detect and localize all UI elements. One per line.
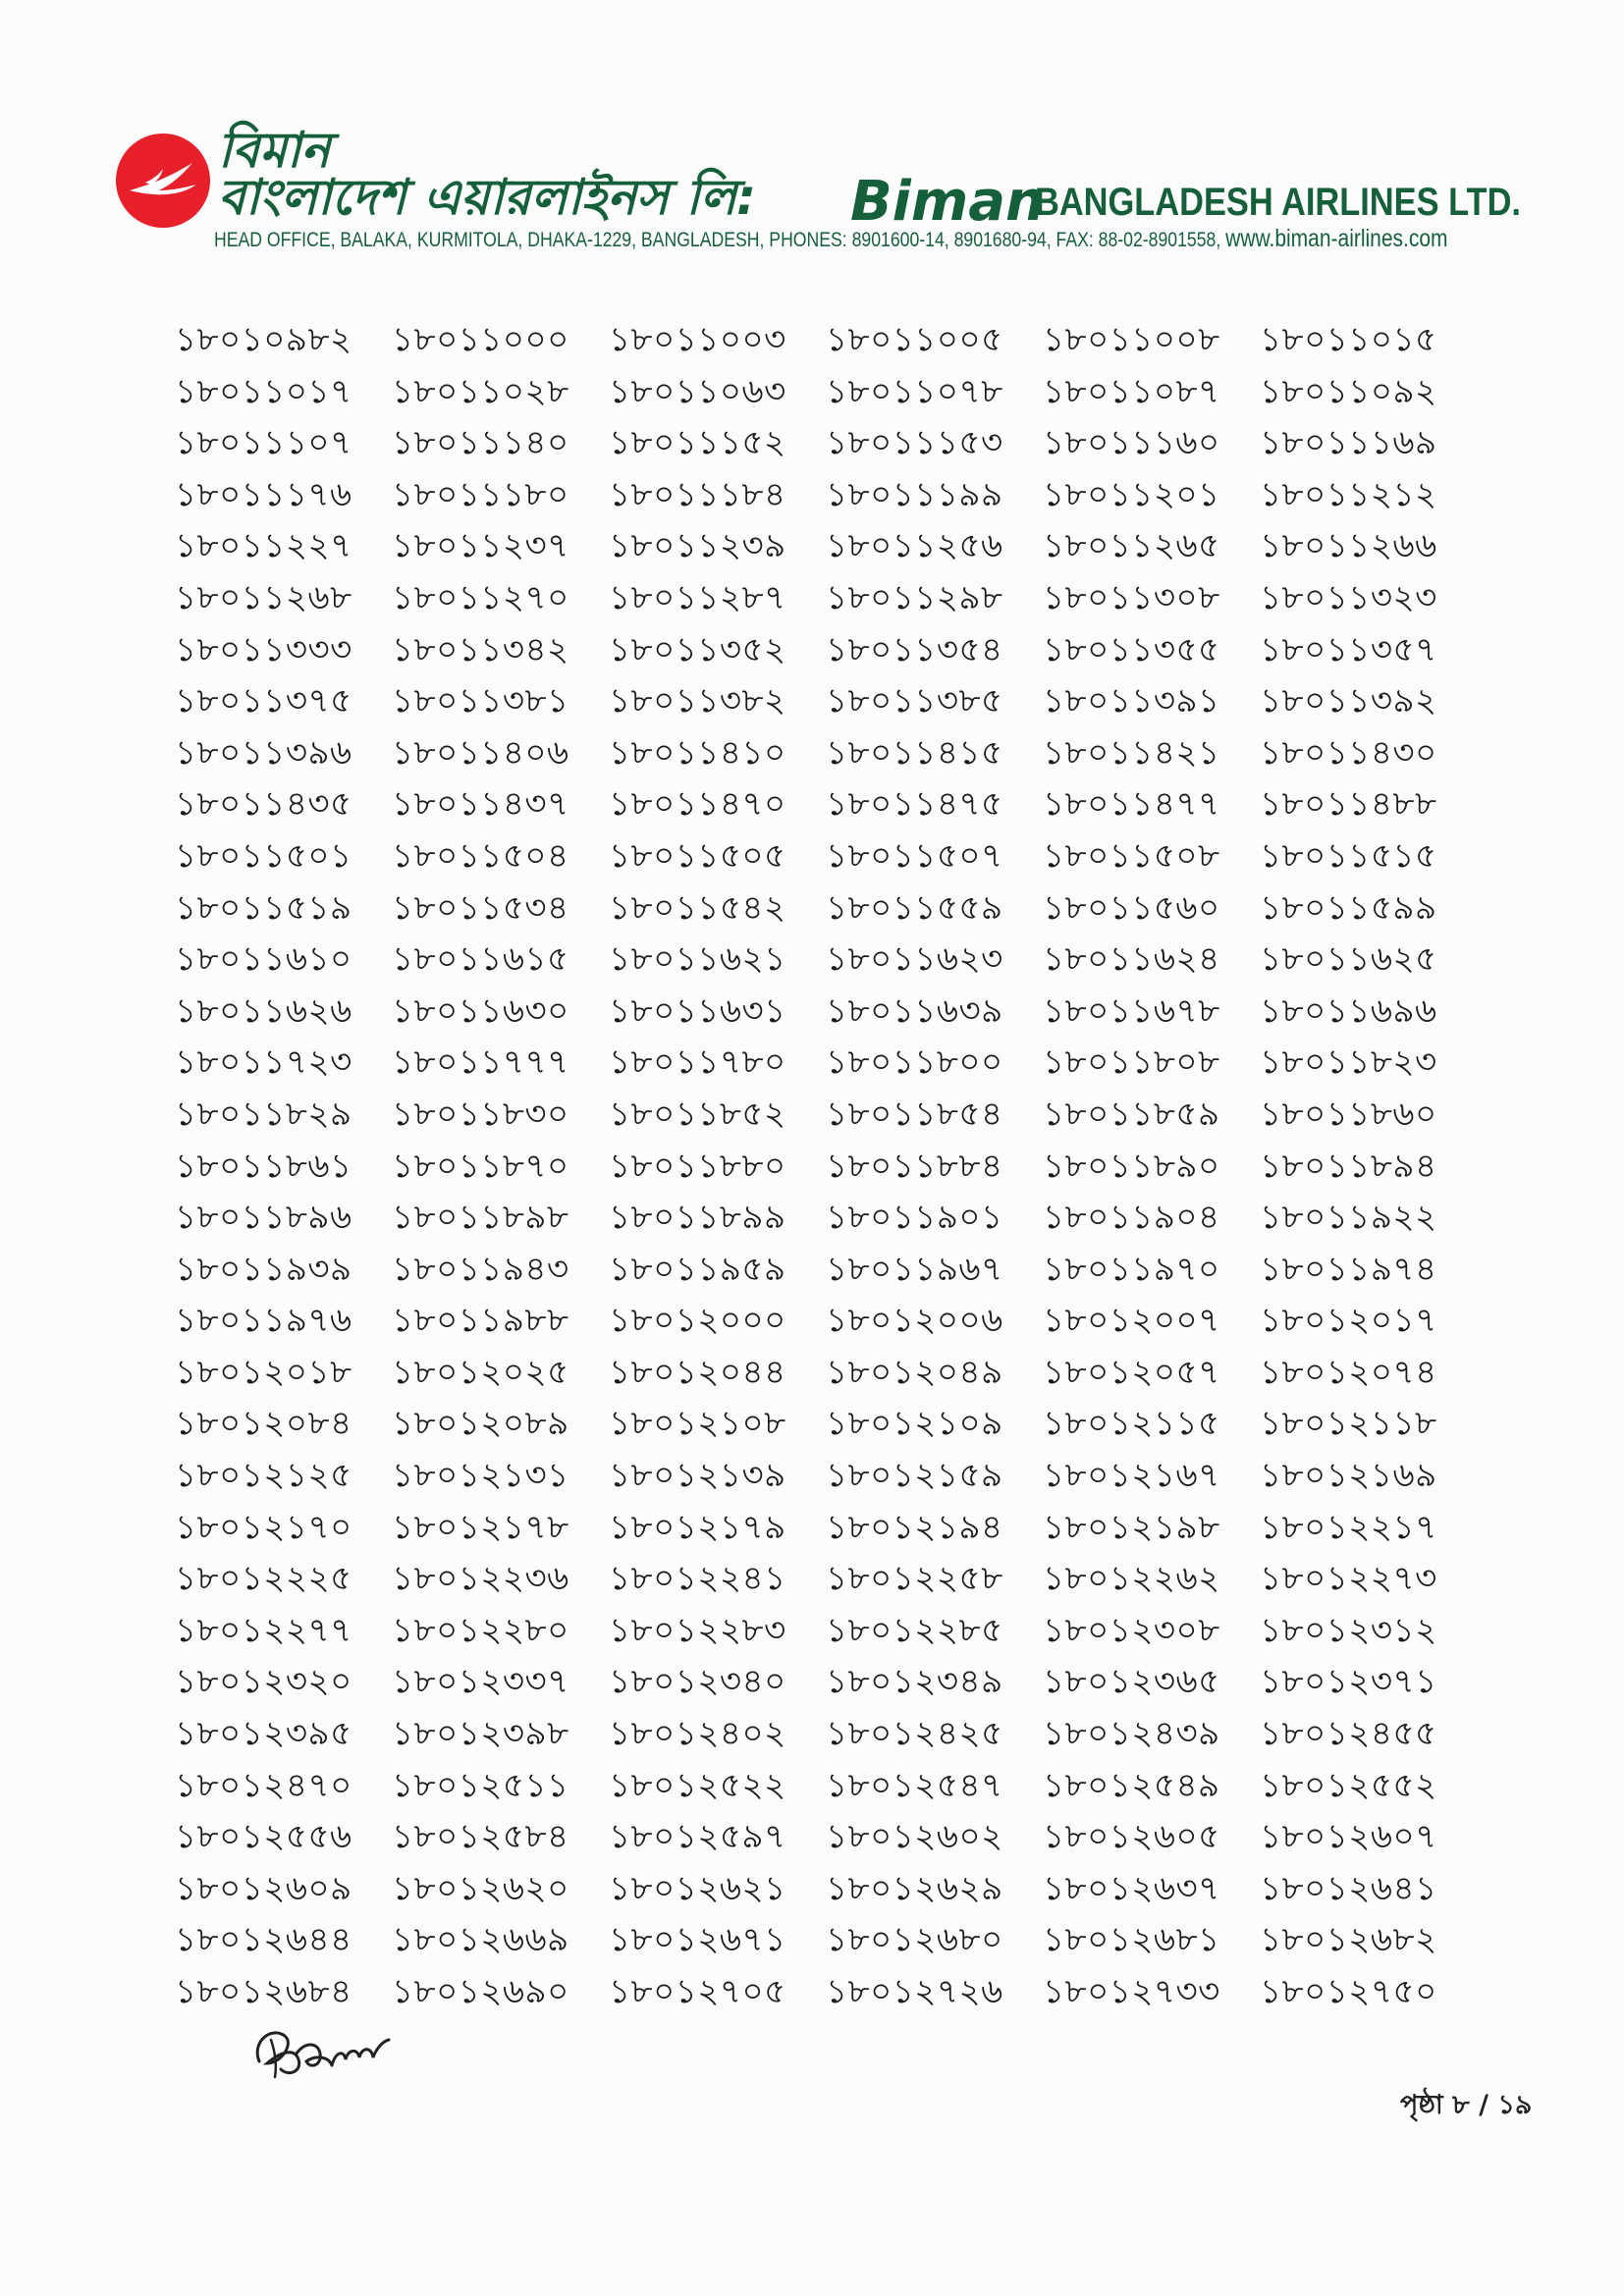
roll-number-cell: ১৮০১১৬৩১ — [609, 990, 786, 1031]
roll-number-cell: ১৮০১২৬৮২ — [1260, 1920, 1437, 1960]
roll-number-cell: ১৮০১১৮০৮ — [1043, 1042, 1220, 1083]
roll-number-cell: ১৮০১১৫১৫ — [1260, 835, 1437, 876]
roll-number-cell: ১৮০১২৬০৭ — [1260, 1817, 1437, 1857]
roll-number-cell: ১৮০১১৪৩৫ — [175, 784, 352, 825]
roll-number-cell: ১৮০১১১৫২ — [609, 423, 786, 463]
roll-number-cell: ১৮০১২৬২১ — [609, 1868, 786, 1908]
roll-number-cell: ১৮০১১১৬০ — [1043, 423, 1220, 463]
roll-number-cell: ১৮০১২২১৭ — [1260, 1507, 1437, 1547]
roll-number-cell: ১৮০১১৩৯৬ — [175, 732, 352, 773]
roll-number-cell: ১৮০১১৯৪৩ — [392, 1249, 569, 1289]
roll-number-cell: ১৮০১২৪৫৫ — [1260, 1714, 1437, 1754]
roll-number-cell: ১৮০১১৩৩৩ — [175, 629, 352, 669]
letterhead — [116, 122, 1521, 263]
roll-number-cell: ১৮০১১৮৫৪ — [826, 1094, 1003, 1134]
roll-number-cell: ১৮০১২১৬৯ — [1260, 1456, 1437, 1496]
roll-number-cell: ১৮০১১৮৯০ — [1043, 1146, 1220, 1186]
roll-number-cell: ১৮০১২৩৩৭ — [392, 1662, 569, 1702]
roll-number-cell: ১৮০১১৬১৫ — [392, 939, 569, 980]
roll-number-cell: ১৮০১১৪১০ — [609, 732, 786, 773]
roll-number-cell: ১৮০১১৫০৪ — [392, 835, 569, 876]
roll-number-cell: ১৮০১১০৮৭ — [1043, 371, 1220, 411]
roll-number-cell: ১৮০১১৫৩৪ — [392, 887, 569, 928]
roll-number-cell: ১৮০১২০৫৭ — [1043, 1352, 1220, 1392]
roll-number-cell: ১৮০১২৭২৬ — [826, 1972, 1003, 2011]
roll-number-cell: ১৮০১১১০৭ — [175, 423, 352, 463]
roll-number-cell: ১৮০১১৩২৩ — [1260, 577, 1437, 617]
roll-number-cell: ১৮০১২৩৪০ — [609, 1662, 786, 1702]
roll-number-cell: ১৮০১২৫৫৬ — [175, 1817, 352, 1857]
roll-number-cell: ১৮০১১০৯২ — [1260, 371, 1437, 411]
roll-number-cell: ১৮০১১২৩৯ — [609, 526, 786, 566]
roll-number-cell: ১৮০১১৫০৭ — [826, 835, 1003, 876]
roll-number-cell: ১৮০১১৫৬০ — [1043, 887, 1220, 928]
roll-number-cell: ১৮০১১২৬৬ — [1260, 526, 1437, 566]
roll-number-cell: ১৮০১২৬০৫ — [1043, 1817, 1220, 1857]
airline-name-english: BANGLADESH AIRLINES LTD. — [1035, 181, 1521, 224]
roll-number-cell: ১৮০১২০০৭ — [1043, 1301, 1220, 1341]
airline-name-bangla-line2: বাংলাদেশ এয়ারলাইনস লি: — [218, 169, 757, 226]
roll-number-cell: ১৮০১২৬৪১ — [1260, 1868, 1437, 1908]
roll-number-cell: ১৮০১২০২৫ — [392, 1352, 569, 1392]
roll-number-cell: ১৮০১২০৪৪ — [609, 1352, 786, 1392]
roll-number-cell: ১৮০১১৯০১ — [826, 1198, 1003, 1238]
roll-number-cell: ১৮০১১৪৮৮ — [1260, 784, 1437, 825]
roll-number-cell: ১৮০১২৫৪৯ — [1043, 1765, 1220, 1805]
roll-number-cell: ১৮০১২৬৮০ — [826, 1920, 1003, 1960]
roll-number-cell: ১৮০১১৩৫৪ — [826, 629, 1003, 669]
roll-number-cell: ১৮০১১১৮৪ — [609, 474, 786, 514]
roll-number-cell: ১৮০১২২৫৮ — [826, 1559, 1003, 1599]
roll-number-cell: ১৮০১১৯৩৯ — [175, 1249, 352, 1289]
roll-number-cell: ১৮০১২৪০২ — [609, 1714, 786, 1754]
roll-number-cell: ১৮০১২৪৩৯ — [1043, 1714, 1220, 1754]
roll-number-cell: ১৮০১১৪৭০ — [609, 784, 786, 825]
roll-number-cell: ১৮০১২১৩৯ — [609, 1456, 786, 1496]
roll-number-cell: ১৮০১২৫৮৪ — [392, 1817, 569, 1857]
roll-number-cell: ১৮০১১৪২১ — [1043, 732, 1220, 773]
roll-number-cell: ১৮০১২৬৪৪ — [175, 1920, 352, 1960]
roll-number-cell: ১৮০১২৭৫০ — [1260, 1972, 1437, 2011]
roll-number-cell: ১৮০১২১৭৮ — [392, 1507, 569, 1547]
roll-number-cell: ১৮০১১১৫৩ — [826, 423, 1003, 463]
roll-number-cell: ১৮০১১৭৮০ — [609, 1042, 786, 1083]
roll-number-cell: ১৮০১২৬২৯ — [826, 1868, 1003, 1908]
roll-number-cell: ১৮০১১২৩৭ — [392, 526, 569, 566]
roll-number-cell: ১৮০১১৪৭৭ — [1043, 784, 1220, 825]
roll-number-cell: ১৮০১২০৪৯ — [826, 1352, 1003, 1392]
roll-number-cell: ১৮০১২০৮৯ — [392, 1404, 569, 1444]
roll-number-cell: ১৮০১১০১৭ — [175, 371, 352, 411]
roll-number-cell: ১৮০১২৩০৮ — [1043, 1610, 1220, 1650]
roll-number-cell: ১৮০১২৬০২ — [826, 1817, 1003, 1857]
head-office-address — [214, 227, 1448, 251]
roll-number-cell: ১৮০১১৪১৫ — [826, 732, 1003, 773]
roll-number-cell: ১৮০১২০১৭ — [1260, 1301, 1437, 1341]
roll-number-cell: ১৮০১১৩৫৫ — [1043, 629, 1220, 669]
roll-number-cell: ১৮০১২১৫৯ — [826, 1456, 1003, 1496]
roll-number-cell: ১৮০১২৪৭০ — [175, 1765, 352, 1805]
roll-number-cell: ১৮০১১১৪০ — [392, 423, 569, 463]
roll-number-cell: ১৮০১২১৯৮ — [1043, 1507, 1220, 1547]
roll-number-cell: ১৮০১১৮৭০ — [392, 1146, 569, 1186]
roll-number-cell: ১৮০১২৬৩৭ — [1043, 1868, 1220, 1908]
roll-number-cell: ১৮০১২৬৮৪ — [175, 1972, 352, 2011]
roll-number-cell: ১৮০১১৯৭৬ — [175, 1301, 352, 1341]
roll-number-cell: ১৮০১১৬২১ — [609, 939, 786, 980]
roll-number-cell: ১৮০১১২৭০ — [392, 577, 569, 617]
roll-number-cell: ১৮০১১৩০৮ — [1043, 577, 1220, 617]
roll-number-cell: ১৮০১১২৫৬ — [826, 526, 1003, 566]
roll-number-cell: ১৮০১২৫১১ — [392, 1765, 569, 1805]
roll-number-cell: ১৮০১১২১২ — [1260, 474, 1437, 514]
roll-number-cell: ১৮০১১৬৩০ — [392, 990, 569, 1031]
roll-number-cell: ১৮০১১৭৭৭ — [392, 1042, 569, 1083]
roll-number-cell: ১৮০১২০৭৪ — [1260, 1352, 1437, 1392]
roll-number-cell: ১৮০১২৬৯০ — [392, 1972, 569, 2011]
roll-number-cell: ১৮০১২১৩১ — [392, 1456, 569, 1496]
roll-number-cell: ১৮০১২১২৫ — [175, 1456, 352, 1496]
roll-number-cell: ১৮০১১৯৭৪ — [1260, 1249, 1437, 1289]
roll-number-cell: ১৮০১১৩৯১ — [1043, 681, 1220, 721]
roll-number-cell: ১৮০১১৫৫৯ — [826, 887, 1003, 928]
roll-number-cell: ১৮০১২২৭৩ — [1260, 1559, 1437, 1599]
airline-name-bangla-line1: বিমান — [218, 122, 331, 179]
roll-number-cell: ১৮০১১০২৮ — [392, 371, 569, 411]
roll-number-cell: ১৮০১২৬৬৯ — [392, 1920, 569, 1960]
roll-number-cell: ১৮০১২৩২০ — [175, 1662, 352, 1702]
roll-number-cell: ১৮০১২৩৬৫ — [1043, 1662, 1220, 1702]
roll-number-cell: ১৮০১১০০০ — [392, 320, 569, 359]
roll-number-cell: ১৮০১১৫৪২ — [609, 887, 786, 928]
roll-number-cell: ১৮০১১৮৯৮ — [392, 1198, 569, 1238]
roll-number-cell: ১৮০১১০৬৩ — [609, 371, 786, 411]
roll-number-cell: ১৮০১২২৮৩ — [609, 1610, 786, 1650]
roll-number-cell: ১৮০১২২৪১ — [609, 1559, 786, 1599]
roll-number-cell: ১৮০১১৮৯৬ — [175, 1198, 352, 1238]
roll-number-cell: ১৮০১১২০১ — [1043, 474, 1220, 514]
roll-number-cell: ১৮০১১৬২৬ — [175, 990, 352, 1031]
roll-number-cell: ১৮০১১৮৬১ — [175, 1146, 352, 1186]
roll-number-cell: ১৮০১২৫৯৭ — [609, 1817, 786, 1857]
roll-number-cell: ১৮০১১৮৬০ — [1260, 1094, 1437, 1134]
roll-number-cell: ১৮০১২৭০৫ — [609, 1972, 786, 2011]
roll-number-cell: ১৮০১২২২৫ — [175, 1559, 352, 1599]
roll-number-cell: ১৮০১২১৯৪ — [826, 1507, 1003, 1547]
roll-number-cell: ১৮০১১২৮৭ — [609, 577, 786, 617]
roll-number-cell: ১৮০১২৩৭১ — [1260, 1662, 1437, 1702]
roll-number-cell: ১৮০১২১১৮ — [1260, 1404, 1437, 1444]
roll-number-cell: ১৮০১১৩৫৭ — [1260, 629, 1437, 669]
roll-number-cell: ১৮০১২২৮০ — [392, 1610, 569, 1650]
roll-number-cell: ১৮০১১৮৫৯ — [1043, 1094, 1220, 1134]
roll-number-cell: ১৮০১১৩৫২ — [609, 629, 786, 669]
roll-number-cell: ১৮০১১২২৭ — [175, 526, 352, 566]
roll-number-cell: ১৮০১১৬২৫ — [1260, 939, 1437, 980]
roll-number-cell: ১৮০১১১৯৯ — [826, 474, 1003, 514]
biman-crane-logo-icon — [116, 133, 210, 228]
roll-number-cell: ১৮০১২১০৮ — [609, 1404, 786, 1444]
handwritten-signature-icon — [242, 2012, 418, 2095]
roll-number-cell: ১৮০১১৩৮৫ — [826, 681, 1003, 721]
roll-number-cell: ১৮০১১৩৮২ — [609, 681, 786, 721]
roll-number-cell: ১৮০১২০১৮ — [175, 1352, 352, 1392]
roll-number-cell: ১৮০১২৬০৯ — [175, 1868, 352, 1908]
roll-number-cell: ১৮০১১৪৩৭ — [392, 784, 569, 825]
roll-number-cell: ১৮০১১৬১০ — [175, 939, 352, 980]
roll-number-cell: ১৮০১২০০৬ — [826, 1301, 1003, 1341]
roll-number-cell: ১৮০১১৮৯৯ — [609, 1198, 786, 1238]
roll-number-cell: ১৮০১১২৯৮ — [826, 577, 1003, 617]
roll-number-cell: ১৮০১১৩৮১ — [392, 681, 569, 721]
roll-number-cell: ১৮০১১০০৫ — [826, 320, 1003, 359]
roll-number-cell: ১৮০১১১৭৬ — [175, 474, 352, 514]
roll-number-cell: ১৮০১২৭৩৩ — [1043, 1972, 1220, 2011]
roll-number-cell: ১৮০১২৩১২ — [1260, 1610, 1437, 1650]
roll-number-cell: ১৮০১২৬৮১ — [1043, 1920, 1220, 1960]
roll-number-cell: ১৮০১২৪২৫ — [826, 1714, 1003, 1754]
roll-number-cell: ১৮০১১০৭৮ — [826, 371, 1003, 411]
roll-number-cell: ১৮০১১৬২৩ — [826, 939, 1003, 980]
roll-number-cell: ১৮০১২১৭০ — [175, 1507, 352, 1547]
roll-number-cell: ১৮০১১৪৭৫ — [826, 784, 1003, 825]
roll-number-cell: ১৮০১১০০৮ — [1043, 320, 1220, 359]
roll-number-cell: ১৮০১১১৮০ — [392, 474, 569, 514]
roll-number-cell: ১৮০১১০১৫ — [1260, 320, 1437, 359]
roll-number-cell: ১৮০১২৫২২ — [609, 1765, 786, 1805]
roll-number-cell: ১৮০১১৮৮৪ — [826, 1146, 1003, 1186]
roll-number-cell: ১৮০১১৯০৪ — [1043, 1198, 1220, 1238]
roll-number-cell: ১৮০১২২৮৫ — [826, 1610, 1003, 1650]
roll-number-cell: ১৮০১১৫০১ — [175, 835, 352, 876]
roll-number-cell: ১৮০১১৫৯৯ — [1260, 887, 1437, 928]
roll-number-cell: ১৮০১১১৬৯ — [1260, 423, 1437, 463]
roll-number-cell: ১৮০১১৯২২ — [1260, 1198, 1437, 1238]
roll-number-cell: ১৮০১১২৬৫ — [1043, 526, 1220, 566]
roll-number-cell: ১৮০১১৭২৩ — [175, 1042, 352, 1083]
roll-number-cell: ১৮০১২৬২০ — [392, 1868, 569, 1908]
roll-number-cell: ১৮০১১৮৫২ — [609, 1094, 786, 1134]
roll-number-cell: ১৮০১১৮৮০ — [609, 1146, 786, 1186]
roll-number-cell: ১৮০১২০৮৪ — [175, 1404, 352, 1444]
roll-number-cell: ১৮০১১৮২৯ — [175, 1094, 352, 1134]
roll-number-cell: ১৮০১১৬২৪ — [1043, 939, 1220, 980]
roll-number-cell: ১৮০১২৩৪৯ — [826, 1662, 1003, 1702]
roll-number-cell: ১৮০১১৩৭৫ — [175, 681, 352, 721]
roll-number-cell: ১৮০১১৫০৫ — [609, 835, 786, 876]
roll-number-cell: ১৮০১১৪০৬ — [392, 732, 569, 773]
roll-number-cell: ১৮০১১৯৬৭ — [826, 1249, 1003, 1289]
roll-number-cell: ১৮০১১৮৩০ — [392, 1094, 569, 1134]
roll-number-cell: ১৮০১১৯৫৯ — [609, 1249, 786, 1289]
roll-number-cell: ১৮০১১৬৭৮ — [1043, 990, 1220, 1031]
roll-number-cell: ১৮০১১০০৩ — [609, 320, 786, 359]
roll-number-cell: ১৮০১১৮৯৪ — [1260, 1146, 1437, 1186]
roll-number-cell: ১৮০১২৬৭১ — [609, 1920, 786, 1960]
roll-number-cell: ১৮০১১৪৩০ — [1260, 732, 1437, 773]
airline-name-english-bold: Biman — [850, 170, 1045, 234]
roll-number-cell: ১৮০১১৬৩৯ — [826, 990, 1003, 1031]
roll-number-cell: ১৮০১২২৭৭ — [175, 1610, 352, 1650]
roll-number-cell: ১৮০১১২৬৮ — [175, 577, 352, 617]
roll-number-cell: ১৮০১১৯৭০ — [1043, 1249, 1220, 1289]
roll-number-cell: ১৮০১২৫৪৭ — [826, 1765, 1003, 1805]
roll-number-cell: ১৮০১২২৬২ — [1043, 1559, 1220, 1599]
roll-number-cell: ১৮০১২০০০ — [609, 1301, 786, 1341]
roll-number-cell: ১৮০১২১০৯ — [826, 1404, 1003, 1444]
roll-number-cell: ১৮০১১৫১৯ — [175, 887, 352, 928]
roll-number-cell: ১৮০১০৯৮২ — [175, 320, 352, 359]
roll-number-cell: ১৮০১২৩৯৮ — [392, 1714, 569, 1754]
roll-number-cell: ১৮০১১৩৪২ — [392, 629, 569, 669]
roll-number-cell: ১৮০১২১৭৯ — [609, 1507, 786, 1547]
roll-number-cell: ১৮০১১৩৯২ — [1260, 681, 1437, 721]
roll-number-cell: ১৮০১২২৩৬ — [392, 1559, 569, 1599]
roll-number-cell: ১৮০১১৮২৩ — [1260, 1042, 1437, 1083]
roll-number-cell: ১৮০১১৯৮৮ — [392, 1301, 569, 1341]
roll-number-grid — [175, 314, 1490, 2018]
roll-number-cell: ১৮০১১৬৯৬ — [1260, 990, 1437, 1031]
roll-number-cell: ১৮০১২১৬৭ — [1043, 1456, 1220, 1496]
roll-number-cell: ১৮০১২৫৫২ — [1260, 1765, 1437, 1805]
roll-number-cell: ১৮০১১৫০৮ — [1043, 835, 1220, 876]
address-text: HEAD OFFICE, BALAKA, KURMITOLA, DHAKA-1229, BANGLADESH, PHONES: 8901600-14, 8901680-94, FAX: 88-02-8901558, — [214, 229, 1221, 251]
roll-number-cell: ১৮০১২৩৯৫ — [175, 1714, 352, 1754]
website-link[interactable]: www.biman-airlines.com — [1225, 225, 1448, 252]
roll-number-cell: ১৮০১১৮০০ — [826, 1042, 1003, 1083]
roll-number-cell: ১৮০১২১১৫ — [1043, 1404, 1220, 1444]
page-number: পৃষ্ঠা ৮ / ১৯ — [1400, 2090, 1533, 2120]
